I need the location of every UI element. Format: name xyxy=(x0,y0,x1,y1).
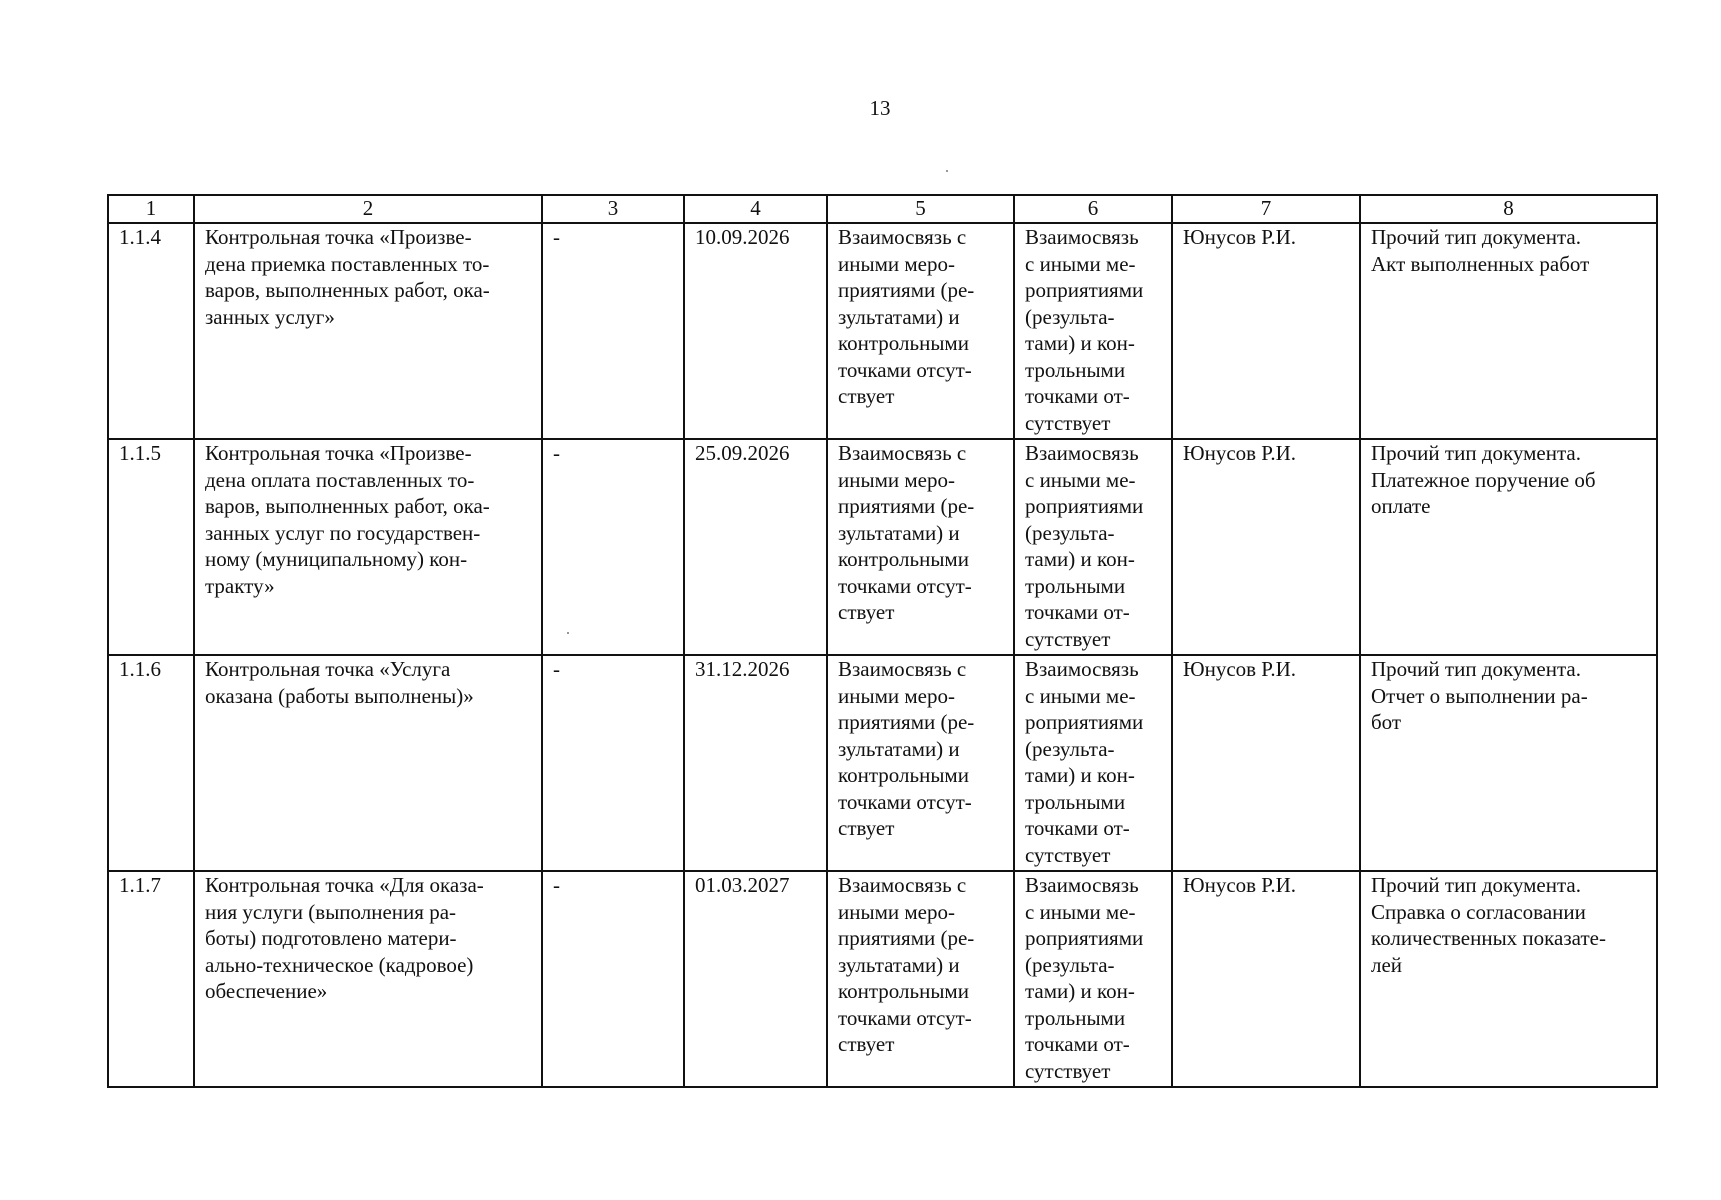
column-header: 5 xyxy=(827,195,1014,223)
document-type: Прочий тип документа. Платежное поручение об оплате xyxy=(1360,439,1657,655)
due-date: 10.09.2026 xyxy=(684,223,827,439)
control-point-name: Контрольная точка «Произве- дена приемка поставленных то- варов, выполненных работ, ока- занных услуг» xyxy=(194,223,542,439)
table-row xyxy=(108,439,1657,655)
column-header: 3 xyxy=(542,195,684,223)
table-row xyxy=(108,655,1657,871)
due-date: 25.09.2026 xyxy=(684,439,827,655)
document-type: Прочий тип документа. Акт выполненных работ xyxy=(1360,223,1657,439)
relation-events: Взаимосвязь с иными меро- приятиями (ре- зультатами) и контрольными точками отсут- ствует xyxy=(827,439,1014,655)
relation-results: Взаимосвязь с иными ме- роприятиями (результа- тами) и кон- трольными точками от- сутствует xyxy=(1014,439,1172,655)
column-3-value: - xyxy=(542,655,684,871)
relation-events: Взаимосвязь с иными меро- приятиями (ре- зультатами) и контрольными точками отсут- ствует xyxy=(827,655,1014,871)
responsible-person: Юнусов Р.И. xyxy=(1172,439,1360,655)
responsible-person: Юнусов Р.И. xyxy=(1172,223,1360,439)
control-point-name: Контрольная точка «Услуга оказана (работы выполнены)» xyxy=(194,655,542,871)
column-header: 2 xyxy=(194,195,542,223)
row-number: 1.1.4 xyxy=(108,223,194,439)
responsible-person: Юнусов Р.И. xyxy=(1172,655,1360,871)
row-number: 1.1.7 xyxy=(108,871,194,1087)
column-header: 4 xyxy=(684,195,827,223)
due-date: 01.03.2027 xyxy=(684,871,827,1087)
scan-speck xyxy=(946,170,948,172)
relation-events: Взаимосвязь с иными меро- приятиями (ре- зультатами) и контрольными точками отсут- ствует xyxy=(827,223,1014,439)
column-3-value: - xyxy=(542,871,684,1087)
relation-results: Взаимосвязь с иными ме- роприятиями (результа- тами) и кон- трольными точками от- сутствует xyxy=(1014,655,1172,871)
column-header: 7 xyxy=(1172,195,1360,223)
control-point-name: Контрольная точка «Произве- дена оплата поставленных то- варов, выполненных работ, ока- занных услуг по государствен- ному (муниципальному) кон- тракту» xyxy=(194,439,542,655)
table-header-row xyxy=(108,195,1657,223)
control-points-table xyxy=(107,194,1658,1088)
table-row xyxy=(108,871,1657,1087)
column-header: 8 xyxy=(1360,195,1657,223)
document-type: Прочий тип документа. Справка о согласовании количественных показате- лей xyxy=(1360,871,1657,1087)
due-date: 31.12.2026 xyxy=(684,655,827,871)
relation-results: Взаимосвязь с иными ме- роприятиями (результа- тами) и кон- трольными точками от- сутствует xyxy=(1014,223,1172,439)
column-header: 6 xyxy=(1014,195,1172,223)
responsible-person: Юнусов Р.И. xyxy=(1172,871,1360,1087)
relation-results: Взаимосвязь с иными ме- роприятиями (результа- тами) и кон- трольными точками от- сутствует xyxy=(1014,871,1172,1087)
document-type: Прочий тип документа. Отчет о выполнении ра- бот xyxy=(1360,655,1657,871)
column-3-value: - xyxy=(542,223,684,439)
page-number: 13 xyxy=(869,96,891,120)
row-number: 1.1.5 xyxy=(108,439,194,655)
control-point-name: Контрольная точка «Для оказа- ния услуги (выполнения ра- боты) подготовлено матери- ально-техническое (кадровое) обеспечение» xyxy=(194,871,542,1087)
relation-events: Взаимосвязь с иными меро- приятиями (ре- зультатами) и контрольными точками отсут- ствует xyxy=(827,871,1014,1087)
column-header: 1 xyxy=(108,195,194,223)
row-number: 1.1.6 xyxy=(108,655,194,871)
column-3-value: - xyxy=(542,439,684,655)
table-row xyxy=(108,223,1657,439)
